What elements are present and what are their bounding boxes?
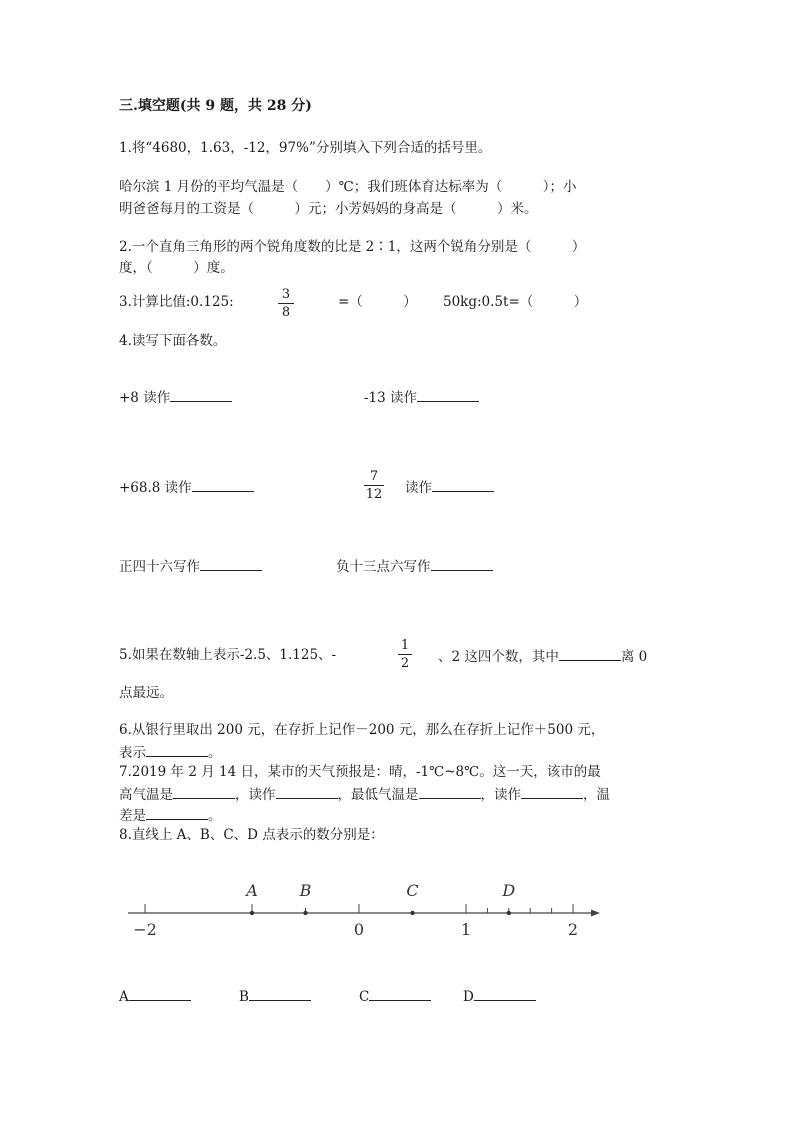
q5-line2: 点最远。 bbox=[119, 685, 173, 701]
axis-point-b bbox=[303, 911, 307, 915]
q2-line1: 2.一个直角三角形的两个锐角度数的比是 2∶1，这两个锐角分别是（ ） bbox=[119, 239, 586, 255]
q7-blank-2[interactable] bbox=[276, 784, 338, 799]
q7-blank-4[interactable] bbox=[521, 784, 583, 799]
q8-stem: 8.直线上 A、B、C、D 点表示的数分别是： bbox=[119, 827, 384, 843]
q7-l3b: 。 bbox=[208, 808, 222, 824]
q7-l2b: ，读作 bbox=[235, 787, 276, 803]
q3-frac-den: 8 bbox=[281, 305, 291, 320]
q7-blank-1[interactable] bbox=[173, 784, 235, 799]
q8-answer-c-label: C bbox=[359, 989, 370, 1005]
q4-item-a bbox=[119, 387, 232, 407]
axis-labels bbox=[133, 881, 578, 939]
q6-line2-prefix: 表示 bbox=[119, 745, 146, 761]
axis-point-a bbox=[250, 911, 254, 915]
section-title: 三.填空题(共 9 题，共 28 分) bbox=[119, 98, 312, 114]
q7-blank-5[interactable] bbox=[146, 805, 208, 820]
q8-answer-b bbox=[239, 986, 311, 1006]
q8-answer-c bbox=[359, 986, 431, 1006]
q3-part2: 50kg:0.5t=（ ） bbox=[443, 294, 588, 310]
q4-c-blank[interactable] bbox=[192, 477, 254, 492]
q4-e-blank[interactable] bbox=[200, 556, 262, 571]
q1-line2: 明爸爸每月的工资是（ ）元；小芳妈妈的身高是（ ）米。 bbox=[119, 201, 538, 217]
q8-answer-a-label: A bbox=[119, 989, 129, 1005]
q6-line2-suffix: 。 bbox=[208, 745, 222, 761]
q7-l2a: 高气温是 bbox=[119, 787, 173, 803]
q4-b-label: -13 读作 bbox=[364, 390, 418, 406]
q7-line2 bbox=[119, 784, 610, 804]
q7-l2c: ，最低气温是 bbox=[337, 787, 419, 803]
q6-line2 bbox=[119, 742, 222, 762]
q5-frac-den: 2 bbox=[400, 656, 410, 671]
q8-answer-d-label: D bbox=[463, 989, 474, 1005]
q8-answer-a-blank[interactable] bbox=[129, 986, 191, 1001]
q5-mid-group bbox=[438, 646, 647, 666]
q4-d-frac-num: 7 bbox=[369, 469, 379, 484]
q8-answer-d-blank[interactable] bbox=[474, 986, 536, 1001]
axis-tick-label: −2 bbox=[133, 920, 157, 939]
q7-line3 bbox=[119, 805, 222, 825]
q5-end: 离 0 bbox=[620, 649, 648, 665]
q4-stem: 4.读写下面各数。 bbox=[119, 333, 227, 349]
q4-d-blank[interactable] bbox=[432, 477, 494, 492]
number-line bbox=[0, 870, 794, 950]
q4-item-c bbox=[119, 477, 254, 497]
axis-tick-label: 1 bbox=[460, 920, 472, 939]
q6-blank[interactable] bbox=[146, 742, 208, 757]
q8-answer-b-label: B bbox=[239, 989, 249, 1005]
axis-tick-label: 2 bbox=[567, 920, 579, 939]
q4-e-label: 正四十六写作 bbox=[119, 559, 200, 575]
q7-l2d: ，读作 bbox=[480, 787, 521, 803]
axis-point-label-a: A bbox=[246, 881, 258, 900]
q4-c-label: +68.8 读作 bbox=[119, 480, 192, 496]
q8-answer-b-blank[interactable] bbox=[249, 986, 311, 1001]
q5-frac-num: 1 bbox=[400, 638, 410, 653]
q3-frac-num: 3 bbox=[281, 287, 291, 302]
q5-prefix: 5.如果在数轴上表示-2.5、1.125、- bbox=[119, 647, 337, 663]
q3-fraction bbox=[278, 287, 294, 320]
axis-tick-label: 0 bbox=[353, 920, 365, 939]
q7-blank-3[interactable] bbox=[419, 784, 481, 799]
q4-d-frac-den: 12 bbox=[365, 487, 383, 502]
q7-line1: 7.2019 年 2 月 14 日，某市的天气预报是：晴，-1℃~8℃。这一天，该市的最 bbox=[119, 764, 601, 780]
q1-line1: 哈尔滨 1 月份的平均气温是（ ）℃；我们班体育达标率为（ ）；小 bbox=[119, 179, 577, 195]
q4-item-b bbox=[364, 387, 479, 407]
q8-answer-c-blank[interactable] bbox=[369, 986, 431, 1001]
q4-d-label: 读作 bbox=[405, 480, 432, 496]
q3-prefix: 3.计算比值:0.125: bbox=[119, 294, 234, 310]
q4-f-label: 负十三点六写作 bbox=[336, 559, 431, 575]
axis-point-d bbox=[507, 911, 511, 915]
q5-fraction bbox=[398, 638, 412, 671]
axis-arrow bbox=[591, 910, 600, 917]
q8-answer-a bbox=[119, 986, 191, 1006]
q7-l2e: ，温 bbox=[583, 787, 610, 803]
q8-answer-d bbox=[463, 986, 536, 1006]
axis-point-label-c: C bbox=[406, 881, 419, 900]
q5-mid: 、2 这四个数，其中 bbox=[438, 649, 559, 665]
q7-l3a: 差是 bbox=[119, 808, 146, 824]
q5-blank[interactable] bbox=[559, 646, 621, 661]
axis-point-c bbox=[410, 911, 414, 915]
q2-line2: 度，（ ）度。 bbox=[119, 260, 234, 276]
q4-a-label: +8 读作 bbox=[119, 390, 171, 406]
q1-stem: 1.将“4680，1.63，-12，97%”分别填入下列合适的括号里。 bbox=[119, 140, 492, 156]
q4-f-blank[interactable] bbox=[431, 556, 493, 571]
q6-line1: 6.从银行里取出 200 元，在存折上记作－200 元，那么在存折上记作＋500 元， bbox=[119, 722, 605, 738]
q4-item-d bbox=[405, 477, 494, 497]
q4-a-blank[interactable] bbox=[170, 387, 232, 402]
q3-eq1: =（ ） bbox=[338, 294, 417, 310]
q4-item-e bbox=[119, 556, 262, 576]
q4-b-blank[interactable] bbox=[417, 387, 479, 402]
q4-d-fraction bbox=[364, 469, 384, 502]
q4-item-f bbox=[336, 556, 493, 576]
axis-point-label-b: B bbox=[299, 881, 312, 900]
axis-point-label-d: D bbox=[502, 881, 516, 900]
